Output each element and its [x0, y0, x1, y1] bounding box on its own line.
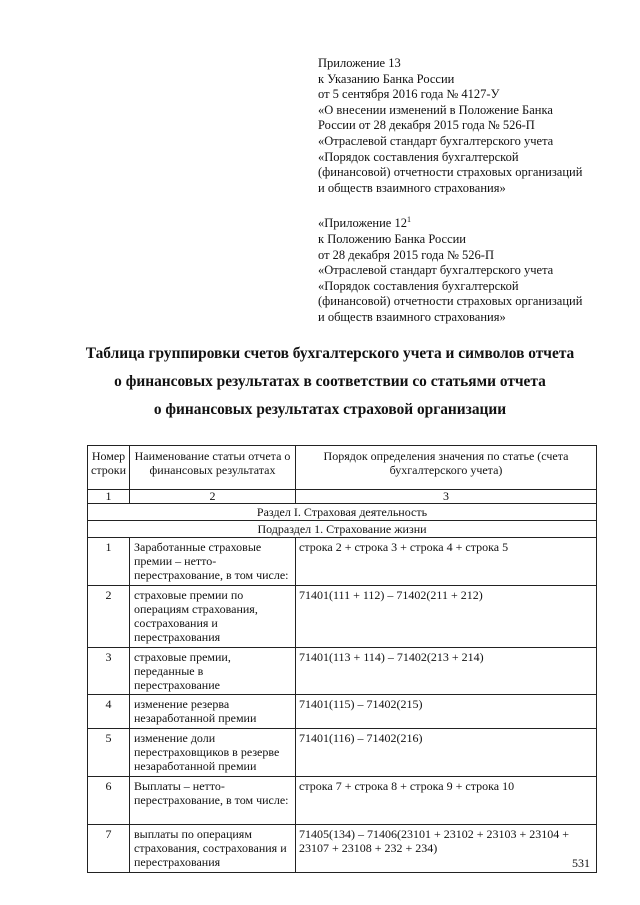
section-row [88, 504, 597, 521]
appendix-label: «Приложение 12 [318, 216, 407, 231]
header-cell-name: Наименование статьи отчета о финансовых результатах [130, 446, 296, 490]
row-name: Выплаты – нетто-перестрахование, в том числе: [130, 777, 296, 825]
table-row [88, 729, 597, 777]
row-formula: строка 2 + строка 3 + строка 4 + строка 5 [296, 538, 597, 586]
title-line: Таблица группировки счетов бухгалтерского учета и символов отчета [85, 345, 575, 362]
column-number: 3 [296, 490, 597, 504]
column-number: 1 [88, 490, 130, 504]
header-line: к Указанию Банка России [318, 71, 455, 86]
appendix-sup: 1 [406, 215, 411, 225]
row-formula: 71401(111 + 112) – 71402(211 + 212) [296, 586, 597, 648]
row-number: 1 [88, 538, 130, 586]
row-formula: 71401(115) – 71402(215) [296, 695, 597, 729]
header-line: «Порядок составления бухгалтерской [318, 278, 519, 293]
row-formula: 71401(113 + 114) – 71402(213 + 214) [296, 648, 597, 695]
header-cell-formula: Порядок определения значения по статье (счета бухгалтерского учета) [296, 446, 597, 490]
column-number-row [88, 490, 597, 504]
table-row [88, 648, 597, 695]
row-formula: 71401(116) – 71402(216) [296, 729, 597, 777]
row-number: 2 [88, 586, 130, 648]
subsection-row [88, 521, 597, 538]
header-line [318, 216, 618, 232]
title-line: о финансовых результатах в соответствии со статьями отчета [114, 373, 546, 390]
header-line: от 28 декабря 2015 года № 526-П [318, 247, 494, 262]
row-name: страховые премии, переданные в перестрахование [130, 648, 296, 695]
header-line: и обществ взаимного страхования» [318, 309, 506, 324]
header-block-2 [318, 216, 618, 325]
row-name: выплаты по операциям страхования, сострахования и перестрахования [130, 825, 296, 873]
row-number: 6 [88, 777, 130, 825]
header-line: «Порядок составления бухгалтерской [318, 149, 519, 164]
header-line: и обществ взаимного страхования» [318, 180, 506, 195]
row-formula: 71405(134) – 71406(23101 + 23102 + 23103 + 23104 + 23107 + 23108 + 232 + 234) [296, 825, 597, 873]
section-title: Раздел I. Страховая деятельность [88, 504, 597, 521]
column-number: 2 [130, 490, 296, 504]
header-block [318, 56, 618, 326]
page-title [60, 340, 600, 424]
row-number: 3 [88, 648, 130, 695]
header-line: (финансовой) отчетности страховых организаций [318, 165, 583, 180]
table-header-row [88, 446, 597, 490]
row-number: 5 [88, 729, 130, 777]
row-name: изменение доли перестраховщиков в резерве незаработанной премии [130, 729, 296, 777]
table-row [88, 586, 597, 648]
table-row [88, 825, 597, 873]
table-row [88, 777, 597, 825]
row-number: 4 [88, 695, 130, 729]
row-number: 7 [88, 825, 130, 873]
table-row [88, 695, 597, 729]
row-name: Заработанные страховые премии – нетто-перестрахование, в том числе: [130, 538, 296, 586]
header-line: Приложение 13 [318, 56, 401, 70]
header-line: «О внесении изменений в Положение Банка [318, 102, 553, 117]
subsection-title: Подраздел 1. Страхование жизни [88, 521, 597, 538]
table-row [88, 538, 597, 586]
title-line: о финансовых результатах страховой организации [153, 401, 507, 418]
page-number: 531 [572, 856, 590, 870]
header-line: к Положению Банка России [318, 231, 466, 246]
grouping-table [87, 445, 597, 873]
row-formula: строка 7 + строка 8 + строка 9 + строка 10 [296, 777, 597, 825]
header-cell-number: Номер строки [88, 446, 130, 490]
row-name: страховые премии по операциям страхования, сострахования и перестрахования [130, 586, 296, 648]
header-line: «Отраслевой стандарт бухгалтерского учета [318, 263, 554, 278]
header-line: «Отраслевой стандарт бухгалтерского учета [318, 133, 554, 148]
header-line: России от 28 декабря 2015 года № 526-П [318, 118, 535, 133]
row-name: изменение резерва незаработанной премии [130, 695, 296, 729]
header-line: (финансовой) отчетности страховых организаций [318, 294, 583, 309]
header-line: от 5 сентября 2016 года № 4127-У [318, 87, 500, 102]
